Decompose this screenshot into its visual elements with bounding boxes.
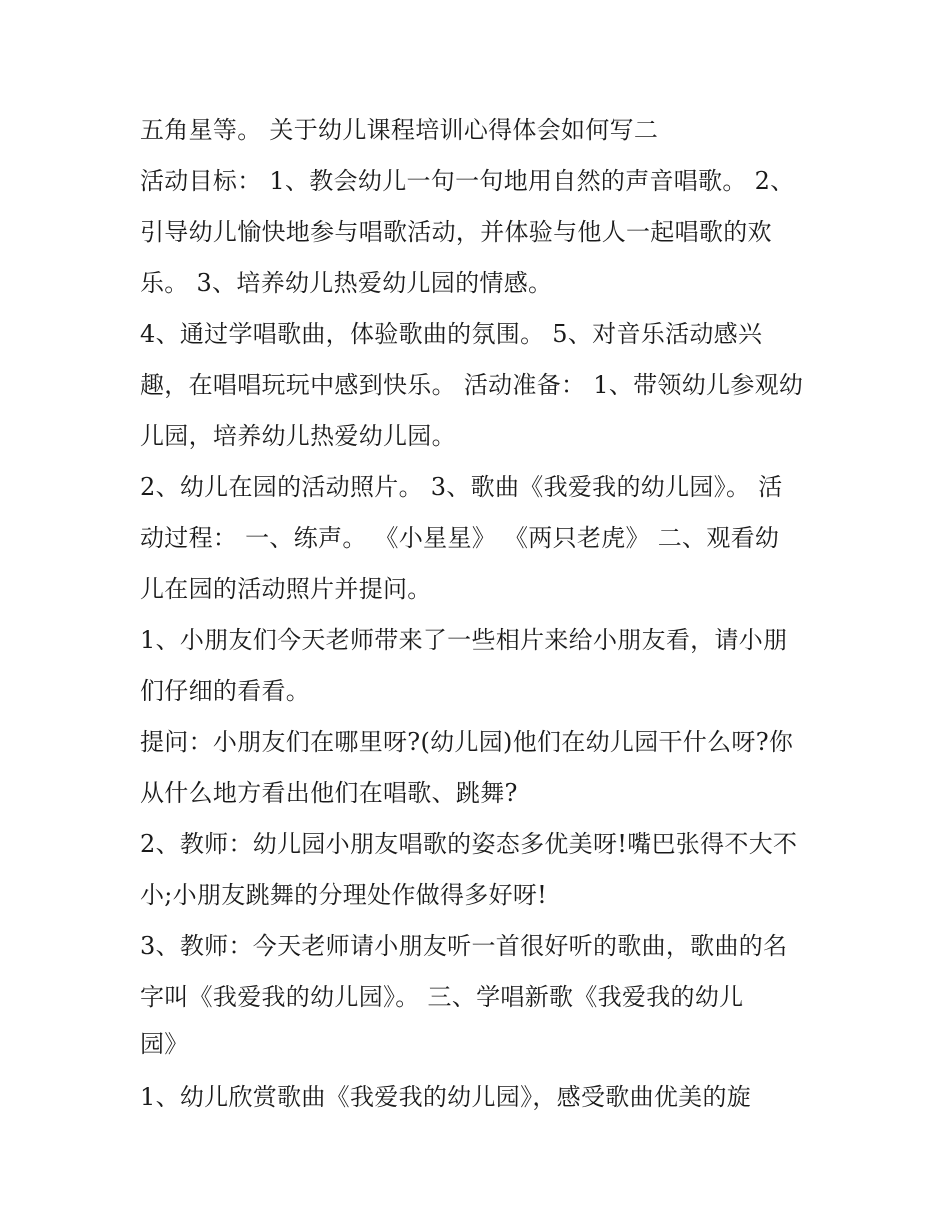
text-line: 活动目标： 1、教会幼儿一句一句地用自然的声音唱歌。 2、 (140, 167, 795, 195)
text-line: 小;小朋友跳舞的分理处作做得多好呀! (140, 881, 548, 909)
text-line: 动过程： 一、练声。 《小星星》 《两只老虎》 二、观看幼 (140, 524, 780, 552)
text-line: 乐。 3、培养幼儿热爱幼儿园的情感。 (140, 269, 553, 297)
text-line: 趣，在唱唱玩玩中感到快乐。 活动准备： 1、带领幼儿参观幼 (140, 371, 804, 399)
text-line: 儿在园的活动照片并提问。 (140, 575, 432, 603)
text-line: 4、通过学唱歌曲，体验歌曲的氛围。 5、对音乐活动感兴 (140, 320, 763, 348)
text-line: 五角星等。 关于幼儿课程培训心得体会如何写二 (140, 116, 659, 144)
text-line: 引导幼儿愉快地参与唱歌活动，并体验与他人一起唱歌的欢 (140, 218, 772, 246)
text-line: 提问：小朋友们在哪里呀?(幼儿园)他们在幼儿园干什么呀?你 (140, 728, 794, 756)
text-line: 2、教师：幼儿园小朋友唱歌的姿态多优美呀!嘴巴张得不大不 (140, 830, 798, 858)
text-line: 们仔细的看看。 (140, 677, 311, 705)
text-line: 字叫《我爱我的幼儿园》。 三、学唱新歌《我爱我的幼儿 (140, 983, 744, 1011)
text-line: 1、幼儿欣赏歌曲《我爱我的幼儿园》，感受歌曲优美的旋 (140, 1083, 752, 1111)
text-line: 1、小朋友们今天老师带来了一些相片来给小朋友看，请小朋 (140, 626, 788, 654)
text-line: 园》 (140, 1030, 189, 1058)
text-line: 2、幼儿在园的活动照片。 3、歌曲《我爱我的幼儿园》。 活 (140, 473, 783, 501)
text-line: 儿园，培养幼儿热爱幼儿园。 (140, 422, 456, 450)
text-line: 3、教师：今天老师请小朋友听一首很好听的歌曲，歌曲的名 (140, 932, 788, 960)
text-line: 从什么地方看出他们在唱歌、跳舞? (140, 779, 518, 807)
